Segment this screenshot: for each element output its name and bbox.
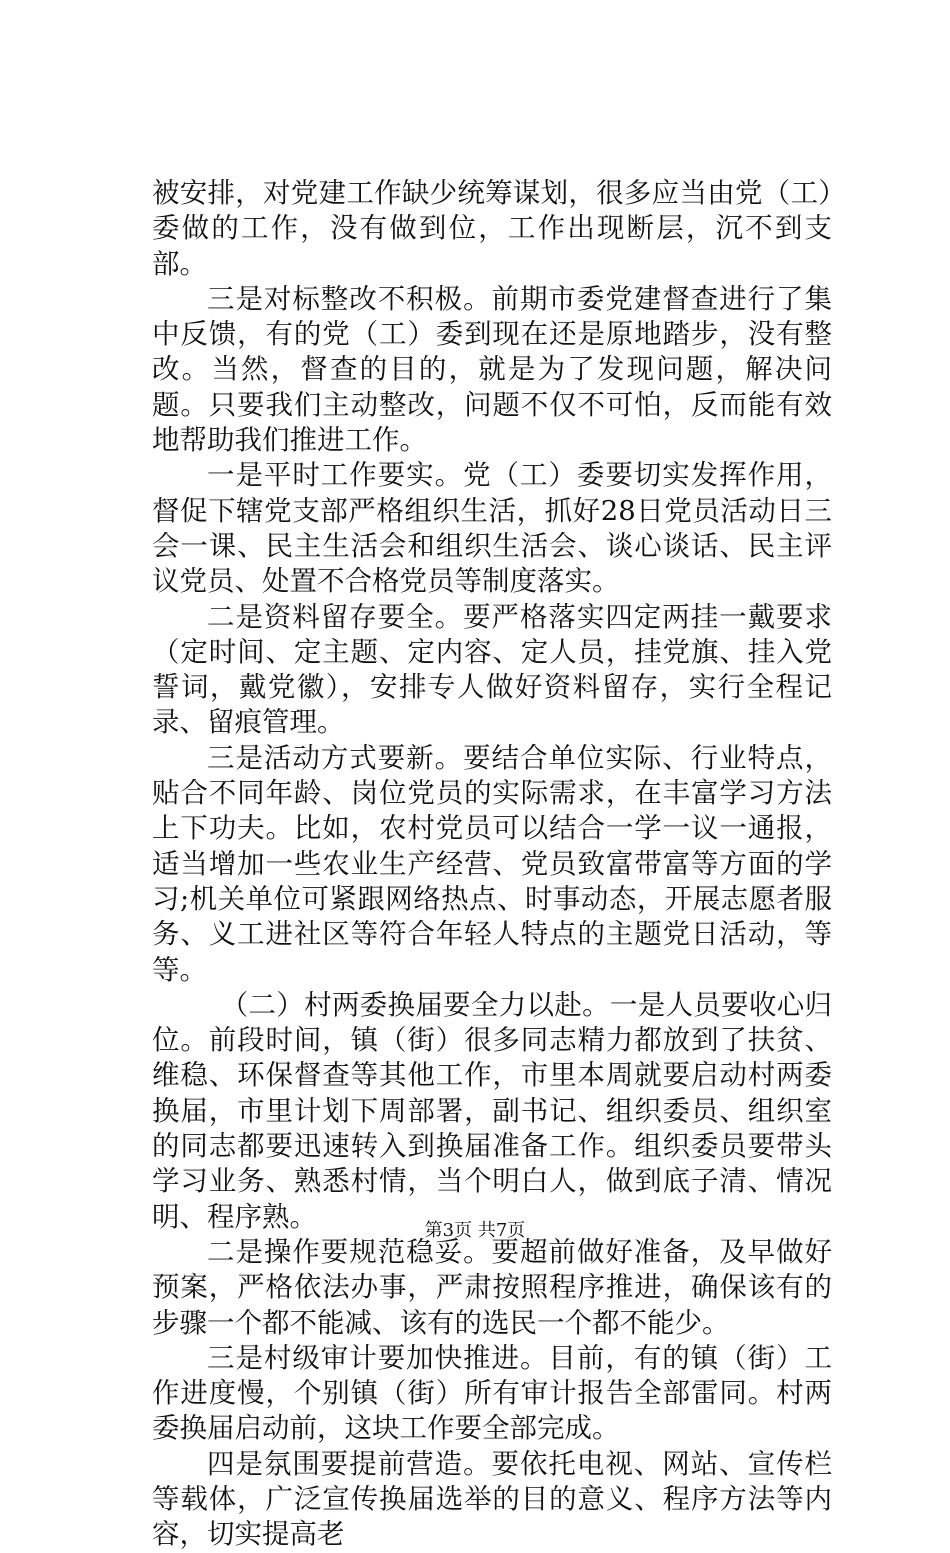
paragraph-records: 二是资料留存要全。要严格落实四定两挂一戴要求（定时间、定主题、定内容、定人员，挂党旗、挂入党誓词，戴党徽），安排专人做好资料留存，实行全程记录、留痕管理。 — [152, 600, 832, 739]
paragraph-rectification: 三是对标整改不积极。前期市委党建督查进行了集中反馈，有的党（工）委到现在还是原地踏步，没有整改。当然，督查的目的，就是为了发现问题，解决问题。只要我们主动整改，问题不仅不可怕，反而能有效地帮助我们推进工作。 — [152, 282, 832, 457]
page-number-footer: 第3页 共7页 — [424, 1220, 526, 1241]
paragraph-standard-operation: 二是操作要规范稳妥。要超前做好准备，及早做好预案，严格依法办事，严肃按照程序推进，确保该有的步骤一个都不能减、该有的选民一个都不能少。 — [152, 1235, 832, 1339]
paragraph-atmosphere: 四是氛围要提前营造。要依托电视、网站、宣传栏等载体，广泛宣传换届选举的目的意义、程序方法等内容，切实提高老 — [152, 1447, 832, 1551]
paragraph-village-election: （二）村两委换届要全力以赴。一是人员要收心归位。前段时间，镇（街）很多同志精力都放到了扶贫、维稳、环保督查等其他工作，市里本周就要启动村两委换届，市里计划下周部署，副书记、组织委员、组织室的同志都要迅速转入到换届准备工作。组织委员要带头学习业务、熟悉村情，当个明白人，做到底子清、情况明、程序熟。 — [152, 988, 832, 1233]
document-body — [152, 176, 832, 1553]
paragraph-daily-work: 一是平时工作要实。党（工）委要切实发挥作用，督促下辖党支部严格组织生活，抓好28日党员活动日三会一课、民主生活会和组织生活会、谈心谈话、民主评议党员、处置不合格党员等制度落实。 — [152, 459, 832, 598]
paragraph-activity-methods: 三是活动方式要新。要结合单位实际、行业特点，贴合不同年龄、岗位党员的实际需求，在丰富学习方法上下功夫。比如，农村党员可以结合一学一议一通报，适当增加一些农业生产经营、党员致富带富等方面的学习;机关单位可紧跟网络热点、时事动态，开展志愿者服务、义工进社区等符合年轻人特点的主题党日活动，等等。 — [152, 741, 832, 986]
paragraph-audit: 三是村级审计要加快推进。目前，有的镇（街）工作进度慢，个别镇（街）所有审计报告全部雷同。村两委换届启动前，这块工作要全部完成。 — [152, 1341, 832, 1445]
paragraph-continuation: 被安排，对党建工作缺少统筹谋划，很多应当由党（工）委做的工作，没有做到位，工作出现断层，沉不到支部。 — [152, 177, 832, 280]
